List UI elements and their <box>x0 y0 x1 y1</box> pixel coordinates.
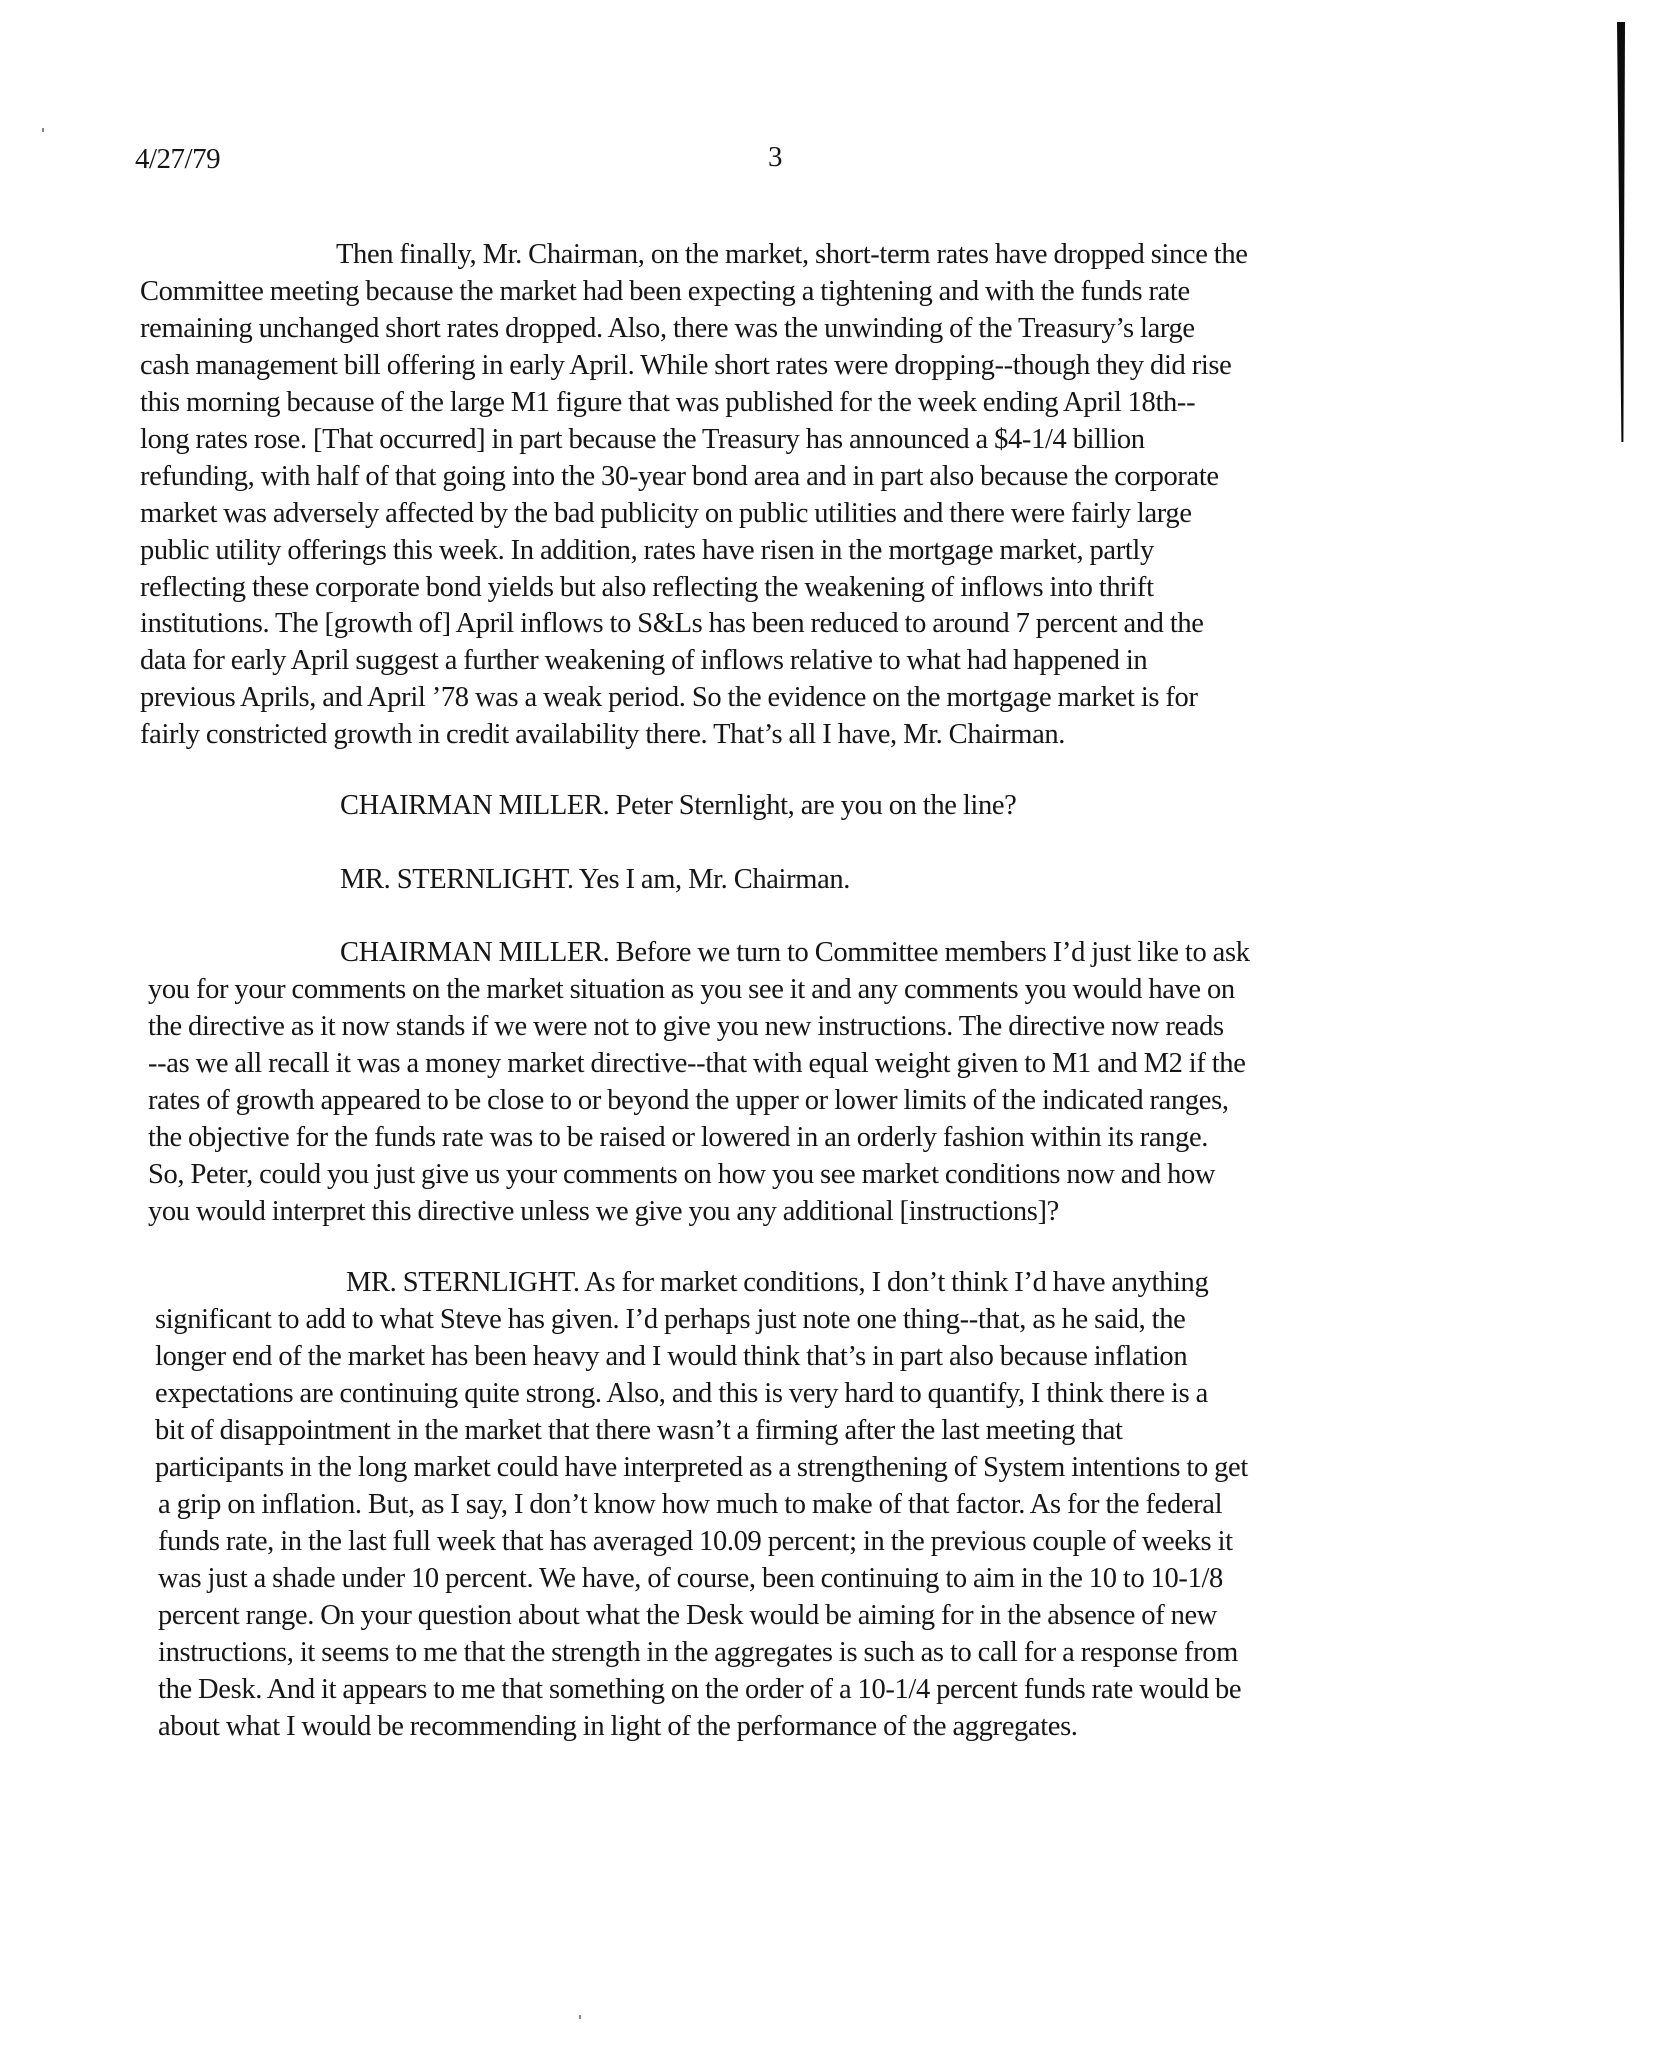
text-line: fairly constricted growth in credit availability there. That’s all I have, Mr. Chairman. <box>140 719 1066 750</box>
text-line: you would interpret this directive unless we give you any additional [instructions]? <box>148 1196 1059 1227</box>
text-line: expectations are continuing quite strong. Also, and this is very hard to quantify, I think there is a <box>155 1378 1208 1409</box>
scan-speck <box>42 128 44 132</box>
text-line: a grip on inflation. But, as I say, I don’t know how much to make of that factor. As for the federal <box>158 1489 1223 1520</box>
text-line: the Desk. And it appears to me that something on the order of a 10-1/4 percent funds rate would be <box>158 1674 1242 1705</box>
text-line: public utility offerings this week. In addition, rates have risen in the mortgage market, partly <box>140 535 1154 566</box>
page-date: 4/27/79 <box>135 143 221 175</box>
text-line: previous Aprils, and April ’78 was a weak period. So the evidence on the mortgage market is for <box>140 682 1198 713</box>
text-line: So, Peter, could you just give us your comments on how you see market conditions now and how <box>148 1159 1216 1190</box>
text-line: percent range. On your question about what the Desk would be aiming for in the absence of new <box>158 1600 1218 1631</box>
text-line: MR. STERNLIGHT. As for market conditions, I don’t think I’d have anything <box>346 1267 1209 1298</box>
text-line: CHAIRMAN MILLER. Peter Sternlight, are you on the line? <box>340 790 1017 821</box>
text-line: MR. STERNLIGHT. Yes I am, Mr. Chairman. <box>340 864 851 895</box>
text-line: --as we all recall it was a money market directive--that with equal weight given to M1 and M2 if the <box>148 1048 1246 1079</box>
text-line: cash management bill offering in early April. While short rates were dropping--though they did rise <box>140 350 1232 381</box>
text-line: this morning because of the large M1 figure that was published for the week ending April 18th-- <box>140 387 1196 418</box>
text-line: longer end of the market has been heavy and I would think that’s in part also because inflation <box>155 1341 1188 1372</box>
text-line: significant to add to what Steve has given. I’d perhaps just note one thing--that, as he said, the <box>155 1304 1186 1335</box>
text-line: market was adversely affected by the bad publicity on public utilities and there were fairly large <box>140 498 1192 529</box>
page-number: 3 <box>768 141 783 173</box>
text-line: data for early April suggest a further weakening of inflows relative to what had happened in <box>140 645 1148 676</box>
text-line: Committee meeting because the market had been expecting a tightening and with the funds rate <box>140 276 1190 307</box>
text-line: was just a shade under 10 percent. We have, of course, been continuing to aim in the 10 to 10-1/8 <box>158 1563 1223 1594</box>
text-line: instructions, it seems to me that the strength in the aggregates is such as to call for a response from <box>158 1637 1238 1668</box>
scan-speck <box>579 2015 581 2019</box>
text-line: participants in the long market could have interpreted as a strengthening of System intentions to get <box>155 1452 1248 1483</box>
text-line: funds rate, in the last full week that has averaged 10.09 percent; in the previous couple of weeks it <box>158 1526 1233 1557</box>
text-line: the objective for the funds rate was to be raised or lowered in an orderly fashion within its range. <box>148 1122 1209 1153</box>
text-line: CHAIRMAN MILLER. Before we turn to Committee members I’d just like to ask <box>340 937 1250 968</box>
text-line: refunding, with half of that going into the 30-year bond area and in part also because the corporate <box>140 461 1219 492</box>
text-line: institutions. The [growth of] April inflows to S&Ls has been reduced to around 7 percent and the <box>140 608 1204 639</box>
text-line: the directive as it now stands if we were not to give you new instructions. The directive now reads <box>148 1011 1224 1042</box>
text-line: long rates rose. [That occurred] in part because the Treasury has announced a $4-1/4 billion <box>140 424 1145 455</box>
text-line: you for your comments on the market situation as you see it and any comments you would have on <box>148 974 1235 1005</box>
text-line: bit of disappointment in the market that there wasn’t a firming after the last meeting that <box>155 1415 1123 1446</box>
text-line: about what I would be recommending in light of the performance of the aggregates. <box>158 1711 1078 1742</box>
text-line: rates of growth appeared to be close to or beyond the upper or lower limits of the indicated ranges, <box>148 1085 1229 1116</box>
text-line: reflecting these corporate bond yields but also reflecting the weakening of inflows into thrift <box>140 572 1154 603</box>
text-line: Then finally, Mr. Chairman, on the market, short-term rates have dropped since the <box>336 239 1248 270</box>
text-line: remaining unchanged short rates dropped. Also, there was the unwinding of the Treasury’s large <box>140 313 1195 344</box>
scan-edge-bar <box>1617 22 1625 442</box>
